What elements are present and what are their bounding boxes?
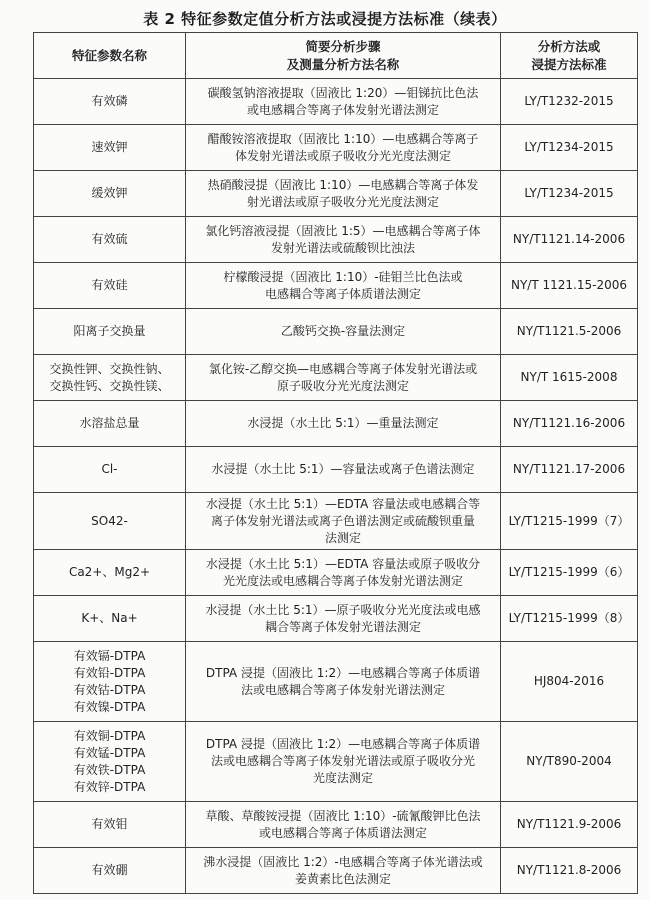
- parameter-name: 交换性钾、交换性钠、: [49, 361, 170, 376]
- table-row: [34, 722, 638, 802]
- standard-code: NY/T 1121.15-2006: [511, 278, 627, 292]
- analysis-steps-cell: [186, 848, 501, 894]
- table-body: [34, 79, 638, 894]
- table-row: [34, 217, 638, 263]
- parameter-name: 有效钴-DTPA: [73, 682, 146, 697]
- analysis-step-line: 或电感耦合等离子体发射光谱法测定: [246, 102, 439, 117]
- standard-cell: [501, 79, 638, 125]
- standard-code: NY/T 1615-2008: [520, 370, 618, 384]
- analysis-step-line: 光光度法或电感耦合等离子体发射光谱法测定: [222, 573, 463, 588]
- analysis-steps-cell: [186, 550, 501, 596]
- analysis-step-line: 姜黄素比色法测定: [294, 871, 391, 886]
- table-row: [34, 171, 638, 217]
- analysis-step-line: 光度法测定: [312, 771, 373, 785]
- standard-code: LY/T1215-1999（8）: [508, 611, 630, 625]
- table-row: [34, 309, 638, 355]
- header-parameter-name: 特征参数名称: [34, 33, 186, 79]
- table-row: [34, 550, 638, 596]
- table-row: [34, 263, 638, 309]
- analysis-step-line: 电感耦合等离子体质谱法测定: [264, 286, 421, 301]
- table-row: [34, 79, 638, 125]
- parameter-name: 有效镍-DTPA: [73, 699, 146, 714]
- parameter-name: 缓效钾: [91, 186, 128, 200]
- parameter-name: 交换性钙、交换性镁、: [49, 378, 170, 393]
- parameter-name: 有效硼: [91, 863, 128, 877]
- parameter-name-cell: [34, 125, 186, 171]
- analysis-step-line: 水浸提（水土比 5:1）—EDTA 容量法或原子吸收分: [205, 556, 481, 571]
- header-row: [34, 33, 638, 79]
- analysis-step-line: 氯化铵-乙醇交换—电感耦合等离子体发射光谱法或: [208, 361, 478, 376]
- analysis-steps-cell: [186, 355, 501, 401]
- standard-code: NY/T1121.17-2006: [512, 462, 626, 476]
- parameter-name-cell: [34, 447, 186, 493]
- table-row: [34, 401, 638, 447]
- analysis-steps-cell: [186, 401, 501, 447]
- analysis-steps-cell: [186, 309, 501, 355]
- parameter-name-cell: [34, 596, 186, 642]
- parameter-name-cell: [34, 642, 186, 722]
- analysis-steps-cell: [186, 263, 501, 309]
- parameter-name: 有效铁-DTPA: [73, 762, 146, 777]
- standard-cell: [501, 171, 638, 217]
- table-row: [34, 848, 638, 894]
- header-standard: 分析方法或 浸提方法标准: [501, 33, 638, 79]
- parameter-name: 速效钾: [91, 140, 128, 154]
- analysis-step-line: 离子体发射光谱法或离子色谱法测定或硫酸钡重量: [210, 513, 475, 528]
- standard-code: HJ804-2016: [533, 674, 605, 688]
- table-row: [34, 802, 638, 848]
- parameter-name: 有效钼: [91, 817, 128, 831]
- parameter-name-cell: [34, 802, 186, 848]
- standard-code: LY/T1234-2015: [524, 186, 614, 200]
- parameter-name-cell: [34, 493, 186, 550]
- parameter-name-cell: [34, 848, 186, 894]
- standard-cell: [501, 550, 638, 596]
- analysis-steps-cell: [186, 125, 501, 171]
- standards-table: [33, 32, 638, 894]
- standard-cell: [501, 309, 638, 355]
- standard-code: LY/T1215-1999（7）: [508, 513, 630, 528]
- analysis-step-line: 水浸提（水土比 5:1）—重量法测定: [247, 416, 439, 430]
- standard-code: LY/T1232-2015: [524, 94, 614, 108]
- analysis-step-line: 法或电感耦合等离子体发射光谱法或原子吸收分光: [210, 754, 475, 768]
- standard-code: NY/T1121.14-2006: [512, 232, 626, 246]
- parameter-name: 有效硫: [91, 232, 128, 246]
- analysis-step-line: 原子吸收分光光度法测定: [276, 378, 409, 393]
- analysis-step-line: 氯化钙溶液浸提（固液比 1:5）—电感耦合等离子体: [205, 223, 481, 238]
- parameter-name-cell: [34, 355, 186, 401]
- parameter-name-cell: [34, 550, 186, 596]
- standard-code: NY/T1121.16-2006: [512, 416, 626, 430]
- standard-cell: [501, 355, 638, 401]
- analysis-step-line: 法测定: [324, 530, 361, 545]
- standard-code: LY/T1215-1999（6）: [508, 565, 630, 579]
- table-row: [34, 355, 638, 401]
- parameter-name: 有效硅: [91, 278, 128, 292]
- standard-cell: [501, 722, 638, 802]
- parameter-name: 有效锌-DTPA: [73, 779, 146, 794]
- standard-cell: [501, 848, 638, 894]
- analysis-step-line: 水浸提（水土比 5:1）—原子吸收分光光度法或电感: [205, 602, 481, 617]
- parameter-name: 有效磷: [91, 94, 128, 108]
- analysis-steps-cell: [186, 217, 501, 263]
- parameter-name-cell: [34, 171, 186, 217]
- standard-cell: [501, 263, 638, 309]
- parameter-name: SO42-: [91, 513, 128, 528]
- analysis-step-line: DTPA 浸提（固液比 1:2）—电感耦合等离子体质谱: [205, 737, 481, 751]
- parameter-name: 阳离子交换量: [73, 324, 146, 338]
- analysis-step-line: 碳酸氢钠溶液提取（固液比 1:20）—钼锑抗比色法: [207, 85, 479, 100]
- analysis-step-line: 或电感耦合等离子体质谱法测定: [258, 825, 427, 840]
- parameter-name-cell: [34, 79, 186, 125]
- analysis-step-line: 射光谱法或原子吸收分光光度法测定: [246, 194, 439, 209]
- parameter-name: 有效铜-DTPA: [73, 728, 146, 743]
- analysis-step-line: 热硝酸浸提（固液比 1:10）—电感耦合等离子体发: [207, 177, 479, 192]
- standard-cell: [501, 802, 638, 848]
- analysis-step-line: 草酸、草酸铵浸提（固液比 1:10）-硫氰酸钾比色法: [205, 808, 481, 823]
- table-row: [34, 125, 638, 171]
- analysis-steps-cell: [186, 171, 501, 217]
- analysis-steps-cell: [186, 493, 501, 550]
- table-row: [34, 596, 638, 642]
- parameter-name-cell: [34, 309, 186, 355]
- analysis-step-line: 乙酸钙交换-容量法测定: [280, 324, 406, 338]
- parameter-name-cell: [34, 217, 186, 263]
- parameter-name: K+、Na+: [81, 611, 138, 625]
- standard-cell: [501, 125, 638, 171]
- standard-code: NY/T1121.8-2006: [516, 863, 622, 877]
- parameter-name: 有效锰-DTPA: [73, 745, 146, 760]
- standard-code: NY/T890-2004: [526, 754, 612, 768]
- analysis-step-line: DTPA 浸提（固液比 1:2）—电感耦合等离子体质谱: [205, 665, 481, 680]
- parameter-name: 有效镉-DTPA: [73, 648, 146, 663]
- analysis-steps-cell: [186, 596, 501, 642]
- analysis-step-line: 水浸提（水土比 5:1）—容量法或离子色谱法测定: [211, 462, 475, 476]
- analysis-steps-cell: [186, 447, 501, 493]
- analysis-step-line: 法或电感耦合等离子体发射光谱法测定: [240, 682, 445, 697]
- standard-cell: [501, 217, 638, 263]
- analysis-step-line: 耦合等离子体发射光谱法测定: [264, 619, 421, 634]
- analysis-steps-cell: [186, 642, 501, 722]
- standard-cell: [501, 493, 638, 550]
- analysis-steps-cell: [186, 802, 501, 848]
- analysis-step-line: 醋酸铵溶液提取（固液比 1:10）—电感耦合等离子: [207, 131, 479, 146]
- parameter-name-cell: [34, 722, 186, 802]
- standard-code: NY/T1121.9-2006: [516, 817, 622, 831]
- analysis-step-line: 水浸提（水土比 5:1）—EDTA 容量法或电感耦合等: [205, 496, 481, 511]
- standard-code: NY/T1121.5-2006: [516, 324, 622, 338]
- standard-code: LY/T1234-2015: [524, 140, 614, 154]
- table-row: [34, 447, 638, 493]
- analysis-steps-cell: [186, 79, 501, 125]
- table-row: [34, 493, 638, 550]
- analysis-step-line: 柠檬酸浸提（固液比 1:10）-硅钼兰比色法或: [223, 269, 463, 284]
- standard-cell: [501, 447, 638, 493]
- standard-cell: [501, 401, 638, 447]
- table-row: [34, 642, 638, 722]
- analysis-step-line: 发射光谱法或硫酸钡比浊法: [270, 240, 415, 255]
- parameter-name: 水溶盐总量: [79, 416, 140, 430]
- table-caption: 表 2 特征参数定值分析方法或浸提方法标准（续表）: [143, 10, 507, 28]
- standard-cell: [501, 596, 638, 642]
- parameter-name: Cl-: [101, 462, 118, 476]
- parameter-name: 有效铅-DTPA: [73, 665, 146, 680]
- parameter-name: Ca2+、Mg2+: [68, 565, 151, 579]
- header-analysis-steps: 简要分析步骤 及测量分析方法名称: [186, 33, 501, 79]
- parameter-name-cell: [34, 401, 186, 447]
- analysis-steps-cell: [186, 722, 501, 802]
- parameter-name-cell: [34, 263, 186, 309]
- analysis-step-line: 体发射光谱法或原子吸收分光光度法测定: [234, 148, 451, 163]
- analysis-step-line: 沸水浸提（固液比 1:2）-电感耦合等离子体光谱法或: [203, 854, 483, 869]
- standard-cell: [501, 642, 638, 722]
